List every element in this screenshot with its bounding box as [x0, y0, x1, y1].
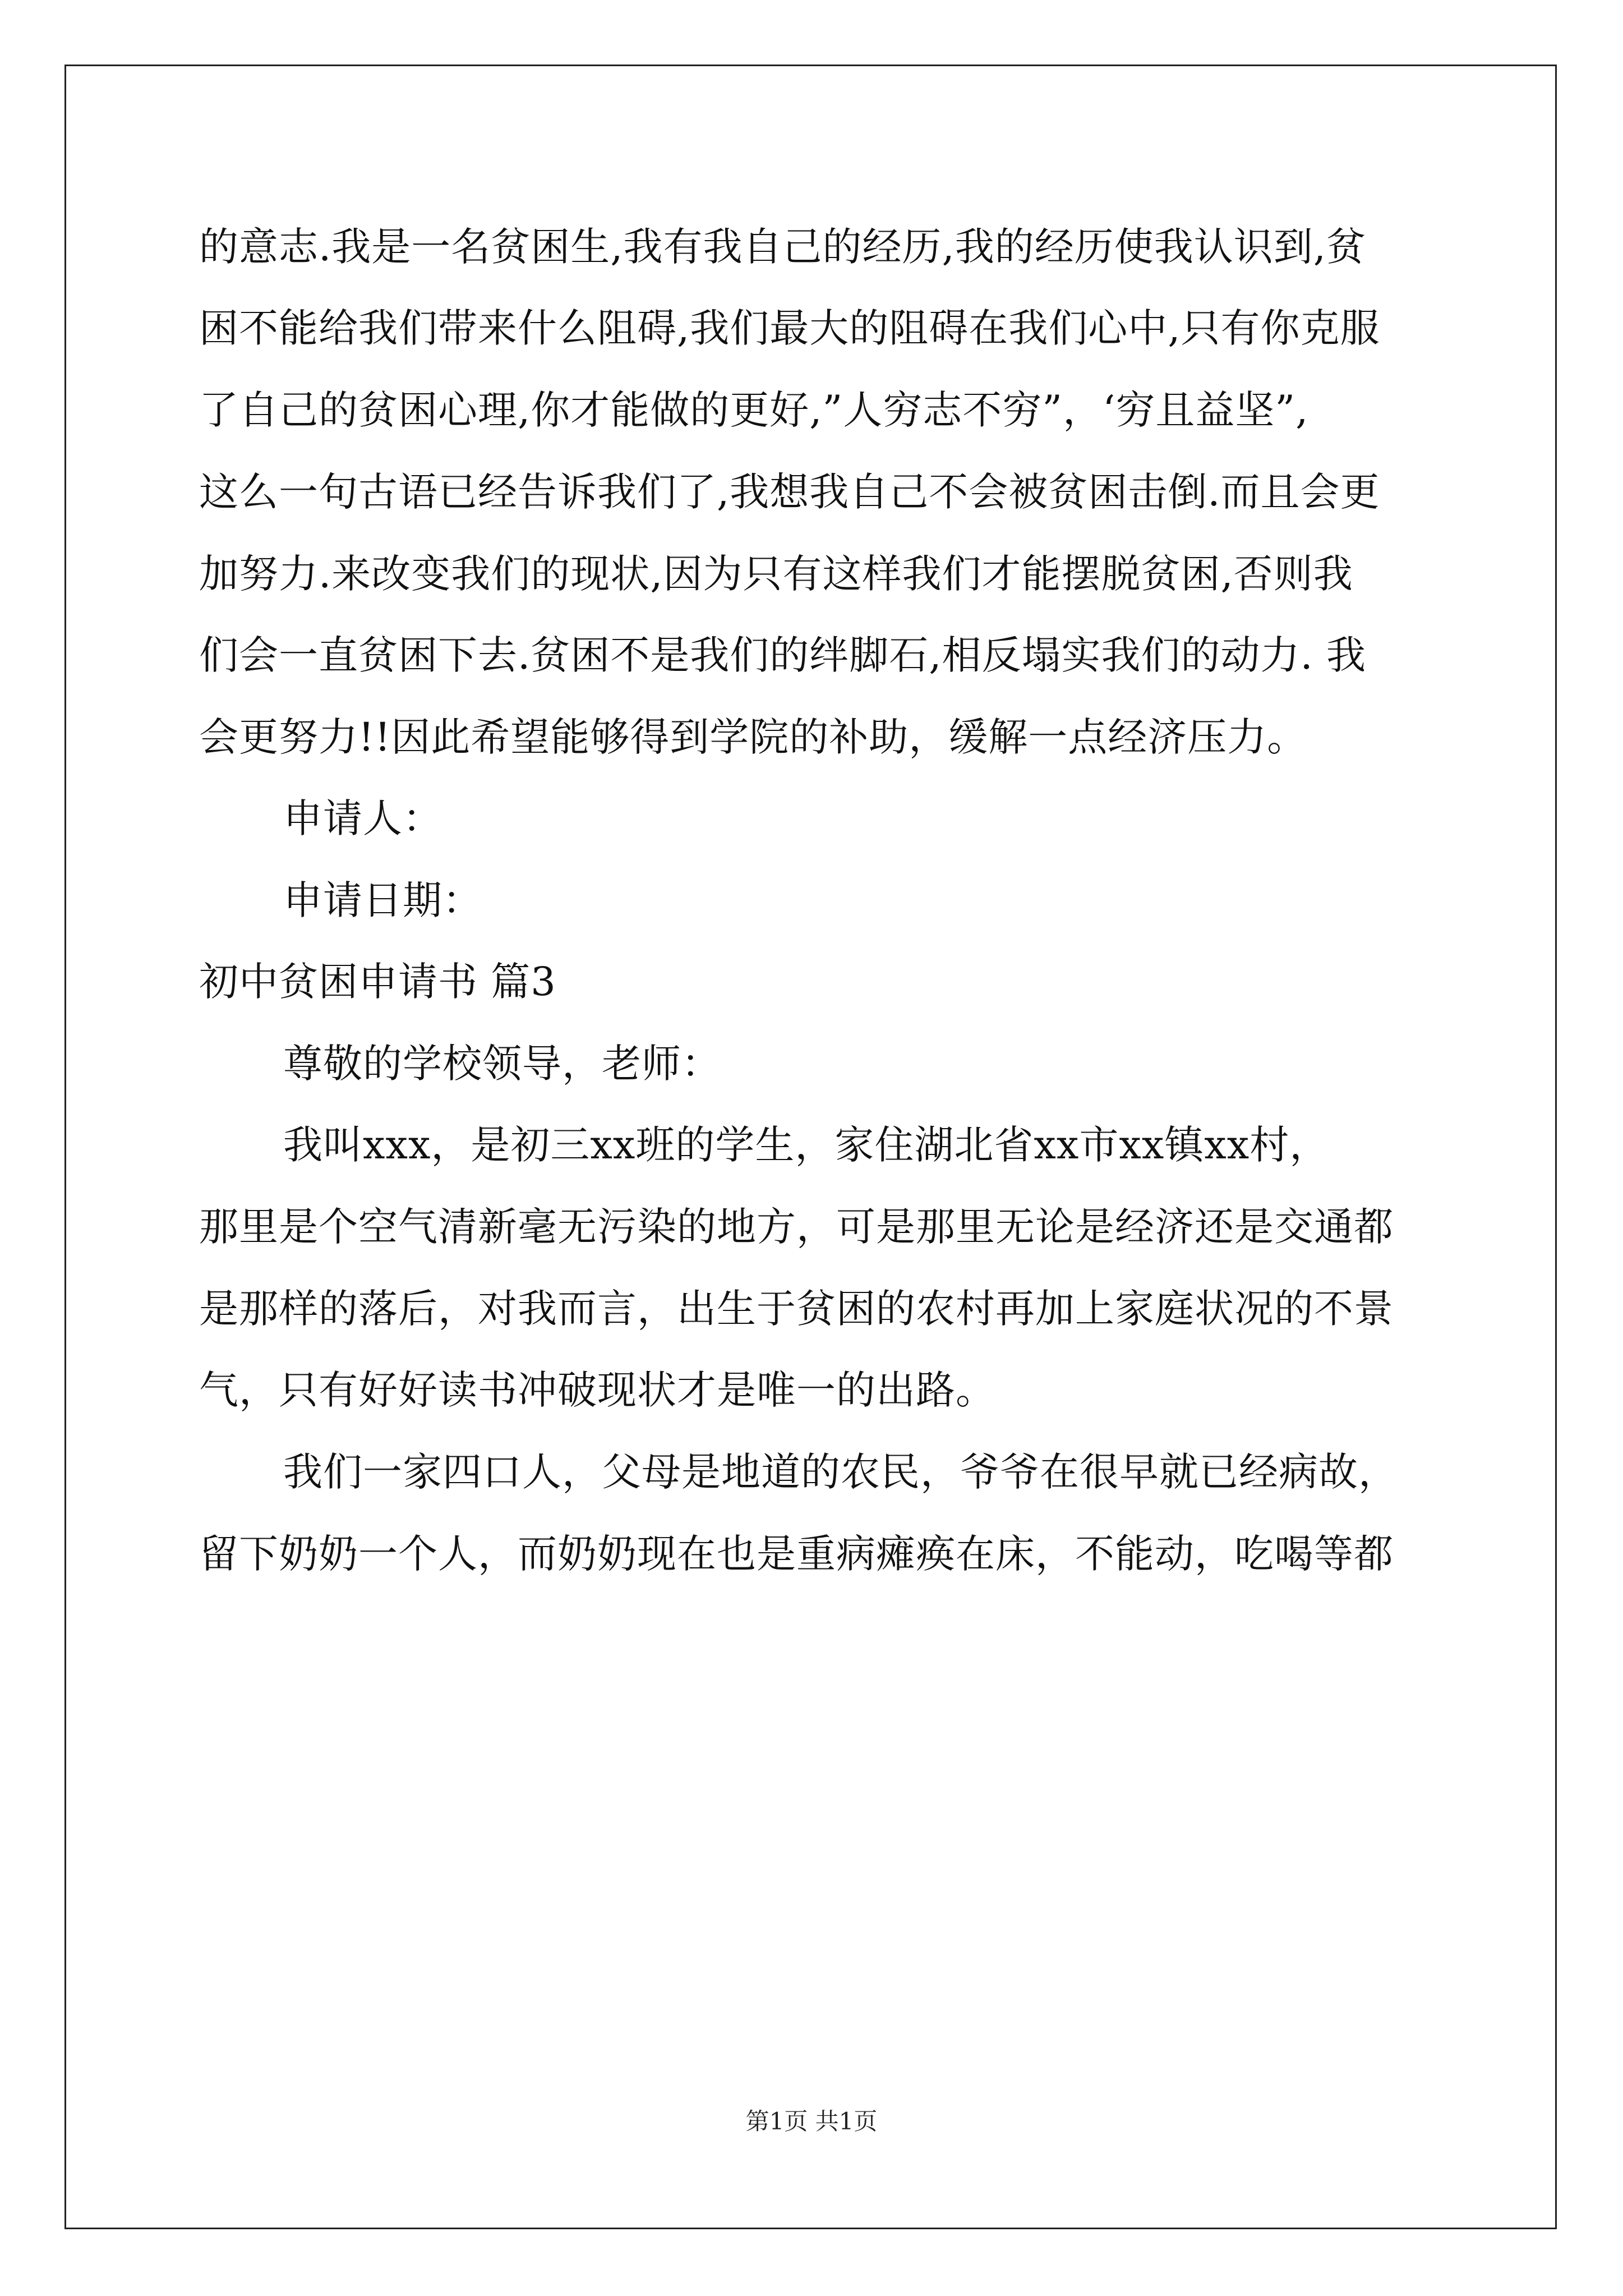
salutation: 尊敬的学校领导，老师： [283, 1041, 721, 1087]
page-footer: 第1页 共1页 [745, 2108, 878, 2135]
paragraph-1-line-2: 困不能给我们带来什么阻碍,我们最大的阻碍在我们心中,只有你克服 [199, 305, 1380, 351]
paragraph-1-line-7: 会更努力!!因此希望能够得到学院的补助，缓解一点经济压力。 [199, 714, 1307, 760]
application-date-label: 申请日期： [283, 877, 482, 923]
paragraph-2-line-4: 气，只有好好读书冲破现状才是唯一的出路。 [199, 1367, 995, 1413]
paragraph-1-line-5: 加努力.来改变我们的现状,因为只有这样我们才能摆脱贫困,否则我 [199, 551, 1353, 597]
applicant-label: 申请人： [283, 795, 442, 841]
paragraph-2-line-3: 是那样的落后，对我而言，出生于贫困的农村再加上家庭状况的不景 [199, 1286, 1394, 1332]
paragraph-1-line-3: 了自己的贫困心理,你才能做的更好,”人穷志不穷”，‘穷且益坚”, [199, 387, 1309, 433]
section-title: 初中贫困申请书 篇3 [199, 959, 556, 1005]
paragraph-2-line-2: 那里是个空气清新毫无污染的地方，可是那里无论是经济还是交通都 [199, 1204, 1394, 1250]
paragraph-1-line-1: 的意志.我是一名贫困生,我有我自己的经历,我的经历使我认识到,贫 [199, 224, 1367, 270]
paragraph-3-line-2: 留下奶奶一个人，而奶奶现在也是重病瘫痪在床，不能动，吃喝等都 [199, 1531, 1394, 1577]
paragraph-1-line-6: 们会一直贫困下去.贫困不是我们的绊脚石,相反塌实我们的动力. 我 [199, 632, 1367, 678]
paragraph-1-line-4: 这么一句古语已经告诉我们了,我想我自己不会被贫困击倒.而且会更 [199, 469, 1380, 515]
paragraph-2-line-1: 我叫xxx，是初三xx班的学生，家住湖北省xx市xx镇xx村， [283, 1122, 1330, 1168]
paragraph-3-line-1: 我们一家四口人，父母是地道的农民，爷爷在很早就已经病故， [283, 1449, 1398, 1495]
